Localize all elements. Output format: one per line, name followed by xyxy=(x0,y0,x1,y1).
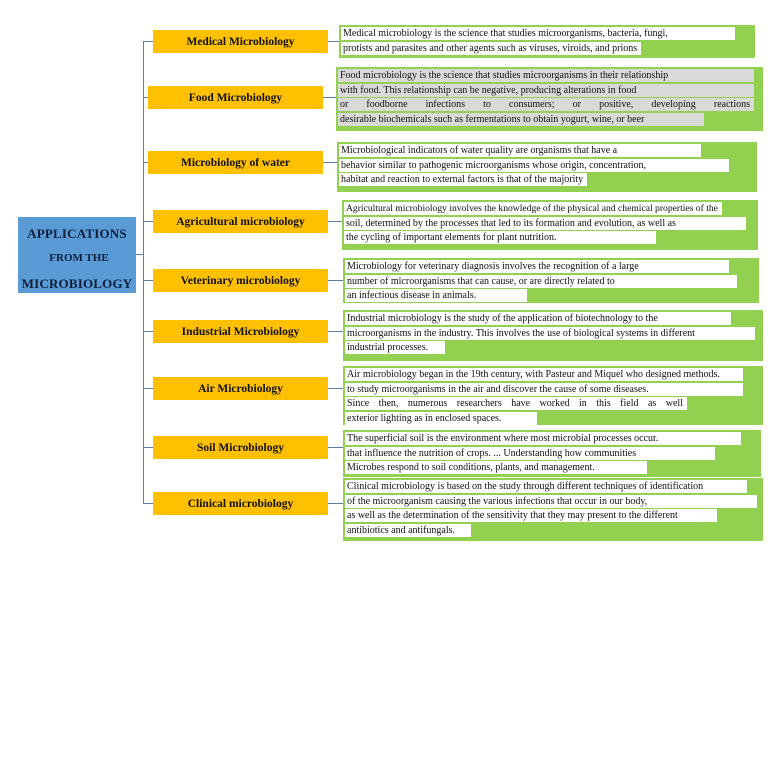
description-microbiology-of-water xyxy=(337,142,757,192)
category-medical-microbiology xyxy=(153,30,328,53)
description-connector xyxy=(328,447,343,448)
root-node xyxy=(18,217,136,293)
branch-connector xyxy=(143,280,153,281)
branch-connector xyxy=(143,447,153,448)
branch-connector xyxy=(143,221,153,222)
category-label: Agricultural microbiology xyxy=(176,215,305,228)
category-food-microbiology xyxy=(148,86,323,109)
description-agricultural-microbiology xyxy=(342,200,758,250)
root-title-line-1: APPLICATIONS xyxy=(27,226,127,241)
description-veterinary-microbiology xyxy=(343,258,759,303)
category-label: Food Microbiology xyxy=(188,91,283,104)
description-line: Agricultural microbiology involves the knowledge of the physical and chemical properties of the xyxy=(344,202,722,215)
category-label: Microbiology of water xyxy=(180,156,290,169)
description-line: Microbiological indicators of water quality are organisms that have a xyxy=(339,144,701,157)
description-line: soil, determined by the processes that led to its formation and evolution, as well as xyxy=(344,217,746,230)
description-connector xyxy=(328,388,343,389)
description-line: habitat and reaction to external factors is that of the majority xyxy=(339,173,587,186)
branch-connector xyxy=(143,41,153,42)
description-line: an infectious disease in animals. xyxy=(345,289,527,302)
description-line: that influence the nutrition of crops. ... Understanding how communities xyxy=(345,447,715,460)
category-agricultural-microbiology xyxy=(153,210,328,233)
description-line: Food microbiology is the science that studies microorganisms in their relationship xyxy=(338,69,754,82)
description-line: or foodborne infections to consumers; or positive, developing reactions xyxy=(338,98,754,111)
description-soil-microbiology xyxy=(343,430,761,477)
root-title-line-2: FROM THE xyxy=(49,252,109,264)
description-line: antibiotics and antifungals. xyxy=(345,524,471,537)
description-connector xyxy=(323,97,336,98)
category-soil-microbiology xyxy=(153,436,328,459)
description-connector xyxy=(328,503,343,504)
category-label: Medical Microbiology xyxy=(186,35,295,48)
description-connector xyxy=(328,331,343,332)
category-clinical-microbiology xyxy=(153,492,328,515)
category-label: Clinical microbiology xyxy=(187,497,294,510)
description-air-microbiology xyxy=(343,366,763,425)
description-connector xyxy=(328,41,339,42)
description-line: of the microorganism causing the various infections that occur in our body, xyxy=(345,495,757,508)
root-connector xyxy=(136,254,143,255)
description-line: behavior similar to pathogenic microorganisms whose origin, concentration, xyxy=(339,159,729,172)
category-air-microbiology xyxy=(153,377,328,400)
description-line: Microbiology for veterinary diagnosis involves the recognition of a large xyxy=(345,260,729,273)
description-line: Industrial microbiology is the study of the application of biotechnology to the xyxy=(345,312,731,325)
description-line: industrial processes. xyxy=(345,341,445,354)
description-line: exterior lighting as in enclosed spaces. xyxy=(345,412,537,425)
description-food-microbiology xyxy=(336,67,763,131)
description-line: microorganisms in the industry. This involves the use of biological systems in different xyxy=(345,327,755,340)
description-connector xyxy=(328,221,342,222)
description-line: with food. This relationship can be negative, producing alterations in food xyxy=(338,84,754,97)
description-connector xyxy=(323,162,337,163)
category-label: Veterinary microbiology xyxy=(180,274,301,287)
category-microbiology-of-water xyxy=(148,151,323,174)
description-line: Medical microbiology is the science that studies microorganisms, bacteria, fungi, xyxy=(341,27,735,40)
description-line: the cycling of important elements for plant nutrition. xyxy=(344,231,656,244)
description-line: Clinical microbiology is based on the study through different techniques of identification xyxy=(345,480,747,493)
description-industrial-microbiology xyxy=(343,310,763,361)
category-veterinary-microbiology xyxy=(153,269,328,292)
description-line: Microbes respond to soil conditions, plants, and management. xyxy=(345,461,647,474)
branch-connector xyxy=(143,388,153,389)
description-line: protists and parasites and other agents such as viruses, viroids, and prions xyxy=(341,42,641,55)
description-line: desirable biochemicals such as fermentations to obtain yogurt, wine, or beer xyxy=(338,113,704,126)
description-line: as well as the determination of the sensitivity that they may present to the different xyxy=(345,509,717,522)
description-medical-microbiology xyxy=(339,25,755,58)
description-line: Air microbiology began in the 19th century, with Pasteur and Miquel who designed methods. xyxy=(345,368,743,381)
description-line: number of microorganisms that can cause, or are directly related to xyxy=(345,275,737,288)
description-connector xyxy=(328,280,343,281)
category-industrial-microbiology xyxy=(153,320,328,343)
description-line: The superficial soil is the environment where most microbial processes occur. xyxy=(345,432,741,445)
description-line: Since then, numerous researchers have worked in this field as well xyxy=(345,397,687,410)
category-label: Air Microbiology xyxy=(198,382,283,395)
trunk-line xyxy=(143,41,144,503)
branch-connector xyxy=(143,331,153,332)
root-title-line-3: MICROBIOLOGY xyxy=(21,276,133,291)
description-clinical-microbiology xyxy=(343,478,763,541)
category-label: Soil Microbiology xyxy=(197,441,284,454)
branch-connector xyxy=(143,503,153,504)
category-label: Industrial Microbiology xyxy=(181,325,300,338)
description-line: to study microorganisms in the air and discover the cause of some diseases. xyxy=(345,383,743,396)
